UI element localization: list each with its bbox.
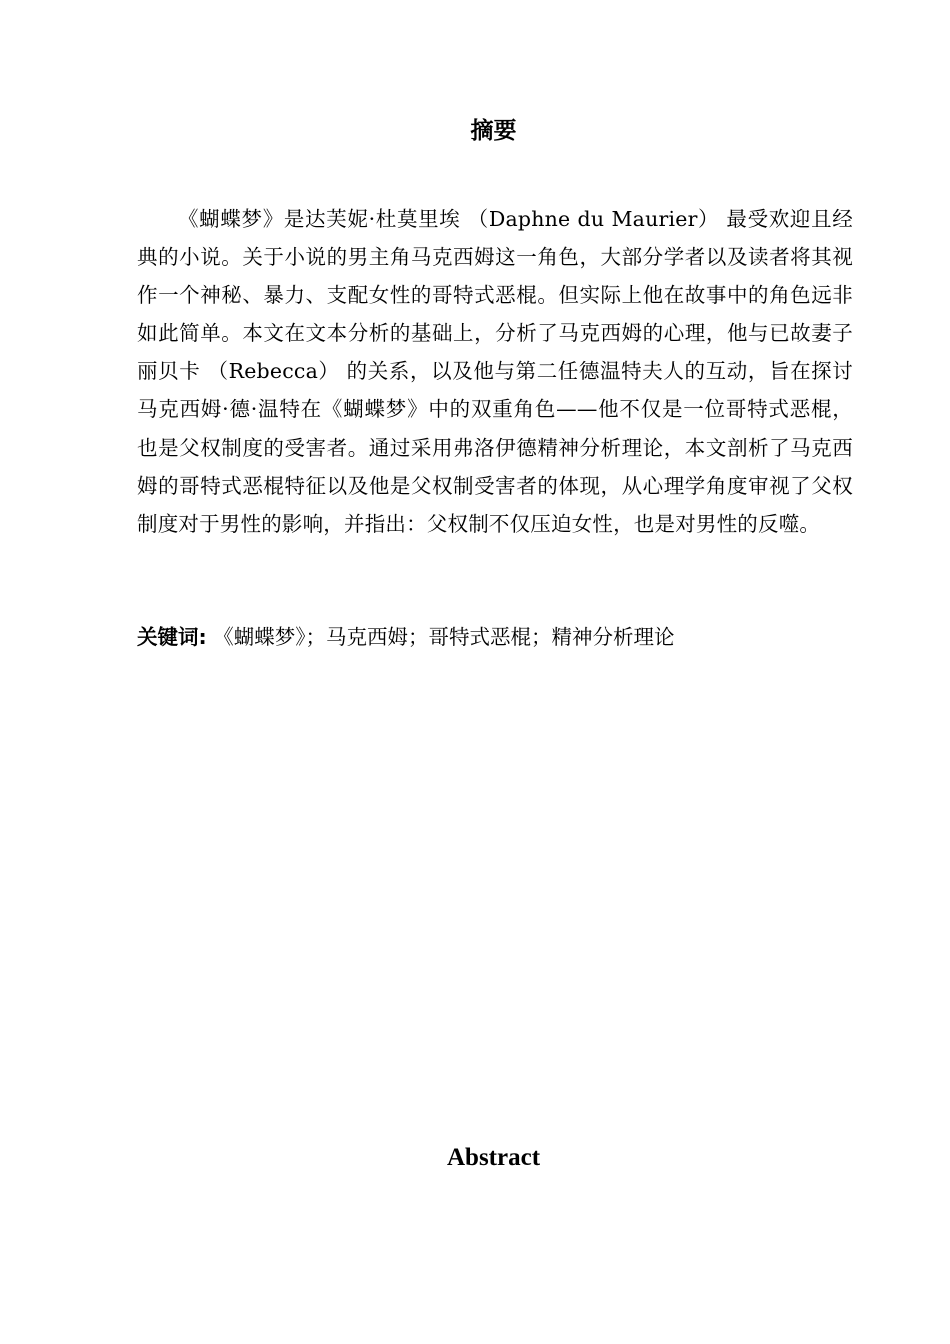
chinese-abstract-title: 摘要	[470, 118, 517, 144]
keywords-text: 《蝴蝶梦》；马克西姆；哥特式恶棍；精神分析理论	[213, 625, 675, 649]
keywords-line	[137, 618, 853, 656]
chinese-abstract-body: 《蝴蝶梦》是达芙妮·杜莫里埃 （Daphne du Maurier） 最受欢迎且经典的小说。关于小说的男主角马克西姆这一角色，大部分学者以及读者将其视作一个神秘、暴力、支配女性的哥特式恶棍。但实际上他在故事中的角色远非如此简单。本文在文本分析的基础上，分析了马克西姆的心理，他与已故妻子丽贝卡 （Rebecca） 的关系，以及他与第二任德温特夫人的互动，旨在探讨马克西姆·德·温特在《蝴蝶梦》中的双重角色——他不仅是一位哥特式恶棍，也是父权制度的受害者。通过采用弗洛伊德精神分析理论，本文剖析了马克西姆的哥特式恶棍特征以及他是父权制受害者的体现，从心理学角度审视了父权制度对于男性的影响，并指出：父权制不仅压迫女性，也是对男性的反噬。	[137, 207, 853, 536]
english-abstract-title: Abstract	[446, 1144, 541, 1171]
keywords-label: 关键词:	[137, 625, 207, 649]
